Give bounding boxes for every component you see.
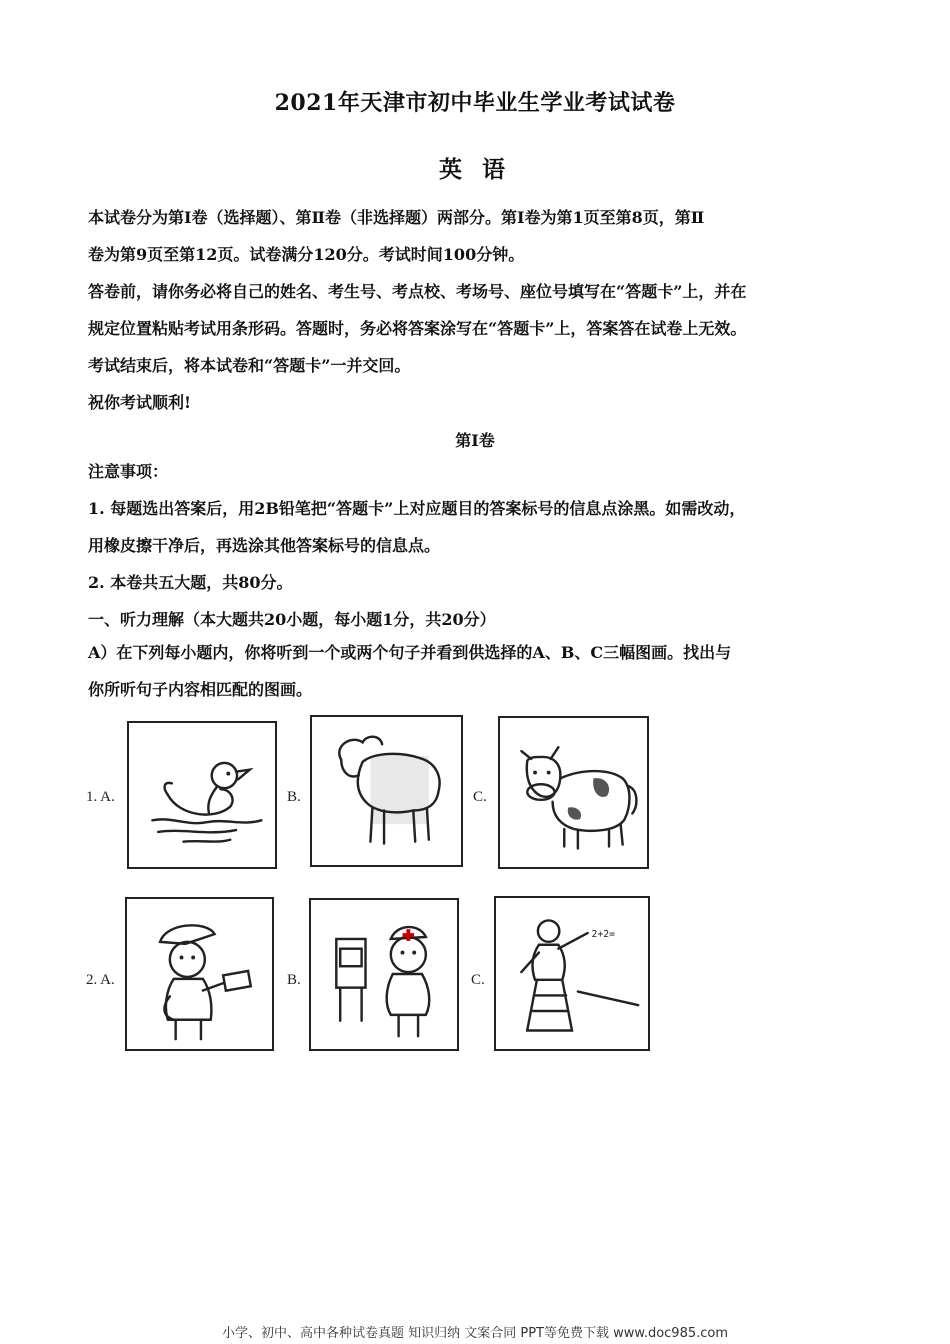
intro-line: 祝你考试顺利! xyxy=(88,393,192,412)
nurse-icon xyxy=(311,900,457,1049)
subject-title: 英 语 xyxy=(438,156,511,183)
intro-line: 考试结束后，将本试卷和“答题卡”一并交回。 xyxy=(88,356,411,375)
section-title: 第Ⅰ卷 xyxy=(455,431,495,450)
option-image-cow xyxy=(498,716,649,869)
question-label: C. xyxy=(473,789,487,805)
option-image-postman xyxy=(125,897,274,1051)
intro-line: 本试卷分为第Ⅰ卷（选择题）、第Ⅱ卷（非选择题）两部分。第Ⅰ卷为第1页至第8页，第Ⅱ xyxy=(88,208,705,227)
note-line: 2. 本卷共五大题，共80分。 xyxy=(88,573,293,592)
part-title: 一、听力理解（本大题共20小题，每小题1分，共20分） xyxy=(88,610,496,629)
teacher-icon xyxy=(496,898,648,1049)
question-label: 1. A. xyxy=(86,789,115,805)
option-image-nurse xyxy=(309,898,459,1051)
svg-text:2+2=: 2+2= xyxy=(591,928,615,940)
question-label: 2. A. xyxy=(86,972,115,988)
note-line: 1. 每题选出答案后，用2B铅笔把“答题卡”上对应题目的答案标号的信息点涂黑。如需改动， xyxy=(88,499,746,518)
duck-icon xyxy=(129,723,275,867)
question-label: B. xyxy=(287,789,301,805)
part-instruction: A）在下列每小题内，你将听到一个或两个句子并看到供选择的A、B、C三幅图画。找出与 xyxy=(88,643,732,662)
page-footer: 小学、初中、高中各种试卷真题 知识归纳 文案合同 PPT等免费下载 www.doc985.com xyxy=(221,1326,729,1341)
exam-title: 2021年天津市初中毕业生学业考试试卷 xyxy=(274,90,676,116)
note-line: 用橡皮擦干净后，再选涂其他答案标号的信息点。 xyxy=(88,536,441,555)
intro-line: 答卷前，请你务必将自己的姓名、考生号、考点校、考场号、座位号填写在“答题卡”上，并在 xyxy=(88,282,747,301)
notes-title: 注意事项： xyxy=(88,462,169,481)
option-image-teacher xyxy=(494,896,650,1051)
option-image-duck xyxy=(127,721,277,869)
intro-line: 卷为第9页至第12页。试卷满分120分。考试时间100分钟。 xyxy=(88,245,525,264)
sheep-icon xyxy=(312,717,461,865)
question-label: C. xyxy=(471,972,485,988)
part-instruction: 你所听句子内容相匹配的图画。 xyxy=(88,680,313,699)
cow-icon xyxy=(500,718,647,867)
intro-line: 规定位置粘贴考试用条形码。答题时，务必将答案涂写在“答题卡”上，答案答在试卷上无效。 xyxy=(88,319,747,338)
option-image-sheep xyxy=(310,715,463,867)
question-label: B. xyxy=(287,972,301,988)
postman-icon xyxy=(127,899,272,1049)
